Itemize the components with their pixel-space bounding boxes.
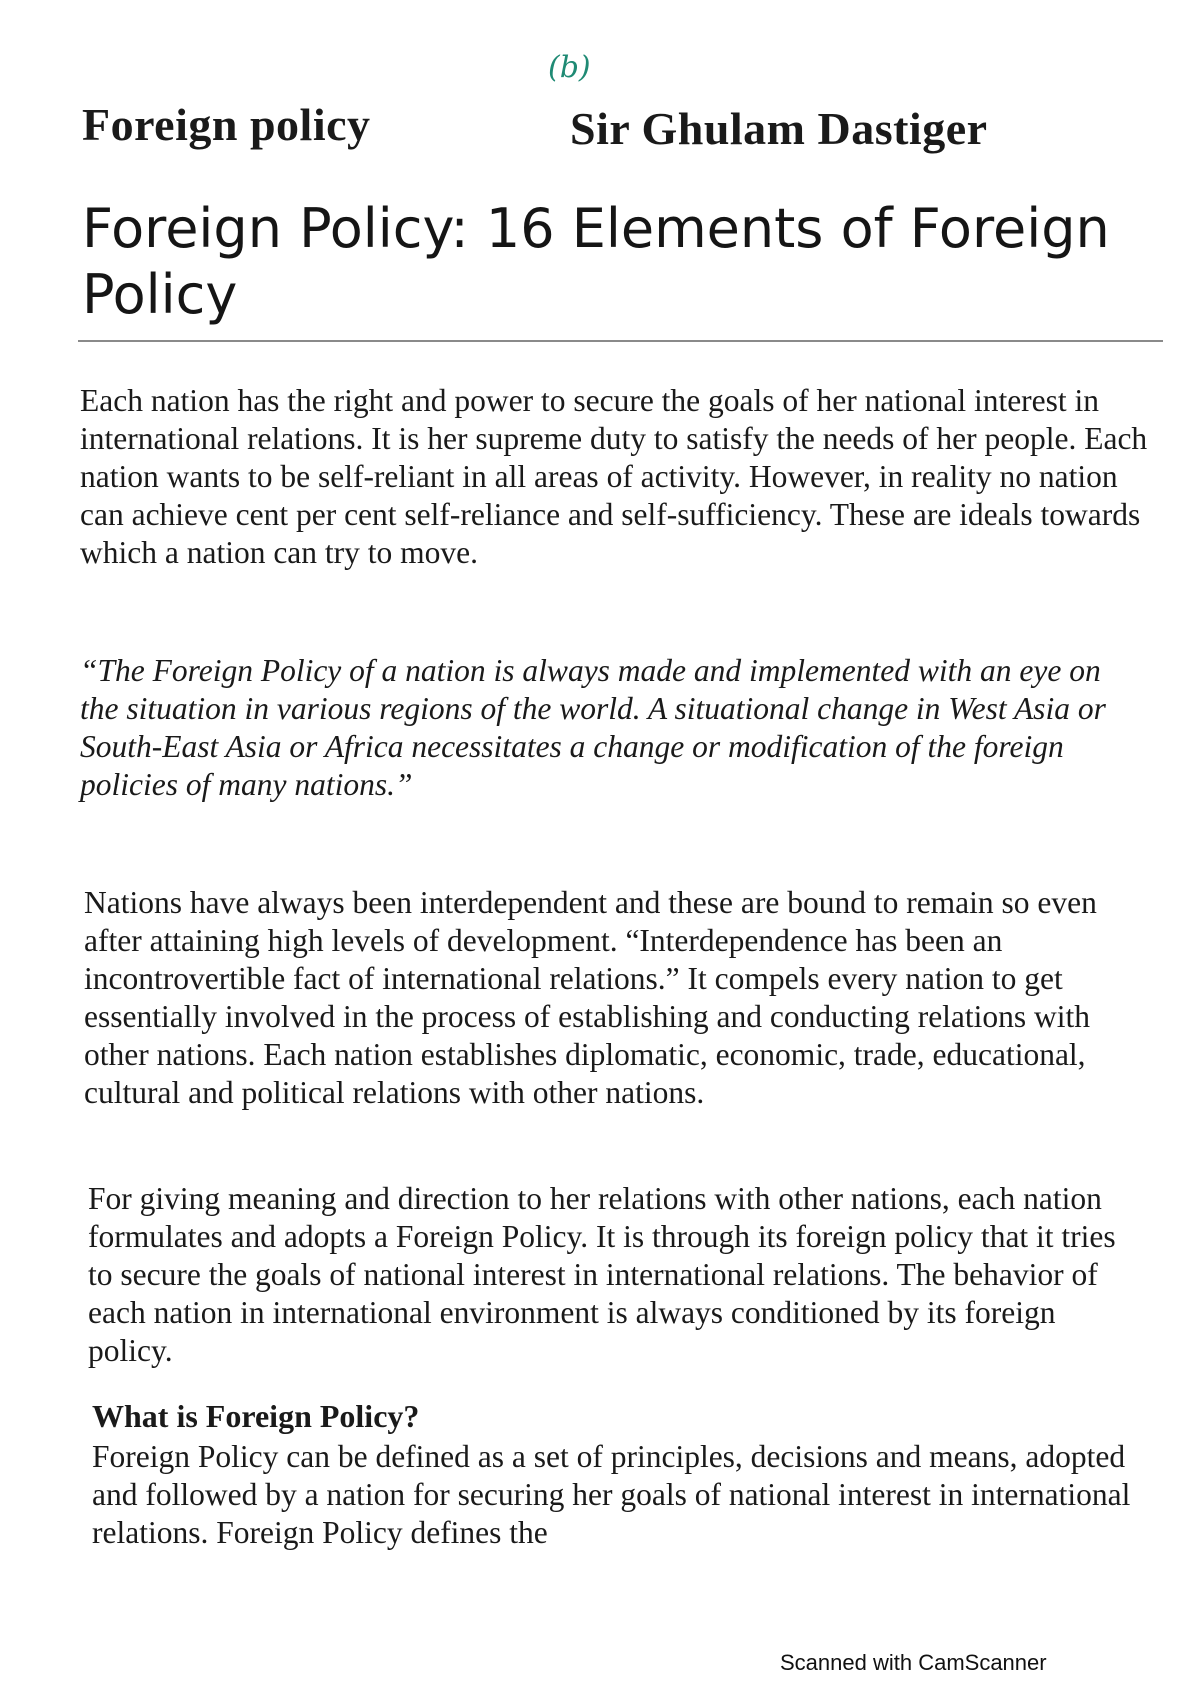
header-author: Sir Ghulam Dastiger: [570, 103, 988, 154]
section-heading: What is Foreign Policy?: [92, 1398, 420, 1434]
title-divider: [78, 340, 1163, 342]
paragraph-quote: “The Foreign Policy of a nation is always made and implemented with an eye on the situation in various regions of the world. A situational change in West Asia or South-East Asia or Africa necessitates a change or modification of the foreign policies of many nations.”: [80, 653, 1106, 802]
header-topic: Foreign policy: [82, 99, 371, 150]
paragraph-foreign-policy-purpose: For giving meaning and direction to her relations with other nations, each nation formulates and adopts a Foreign Policy. It is through its foreign policy that it tries to secure the goals of national interest in international relations. The behavior of each nation in international environment is always conditioned by its foreign policy.: [88, 1181, 1116, 1368]
paragraph-definition: Foreign Policy can be defined as a set of principles, decisions and means, adopted and followed by a nation for securing her goals of national interest in international relations. Foreign Policy defines the: [92, 1439, 1131, 1550]
paragraph-interdependence: Nations have always been interdependent and these are bound to remain so even after attaining high levels of development. “Interdependence has been an incontrovertible fact of international relations.” It compels every nation to get essentially involved in the process of establishing and conducting relations with other nations. Each nation establishes diplomatic, economic, trade, educational, cultural and political relations with other nations.: [84, 885, 1097, 1110]
scanner-watermark: Scanned with CamScanner: [780, 1650, 1047, 1675]
handwritten-page-mark: (b): [548, 50, 591, 85]
page-title: Foreign Policy: 16 Elements of Foreign Policy: [82, 197, 1110, 326]
paragraph-intro: Each nation has the right and power to secure the goals of her national interest in international relations. It is her supreme duty to satisfy the needs of her people. Each nation wants to be self-reliant in all areas of activity. However, in reality no nation can achieve cent per cent self-reliance and self-sufficiency. These are ideals towards which a nation can try to move.: [80, 383, 1148, 570]
